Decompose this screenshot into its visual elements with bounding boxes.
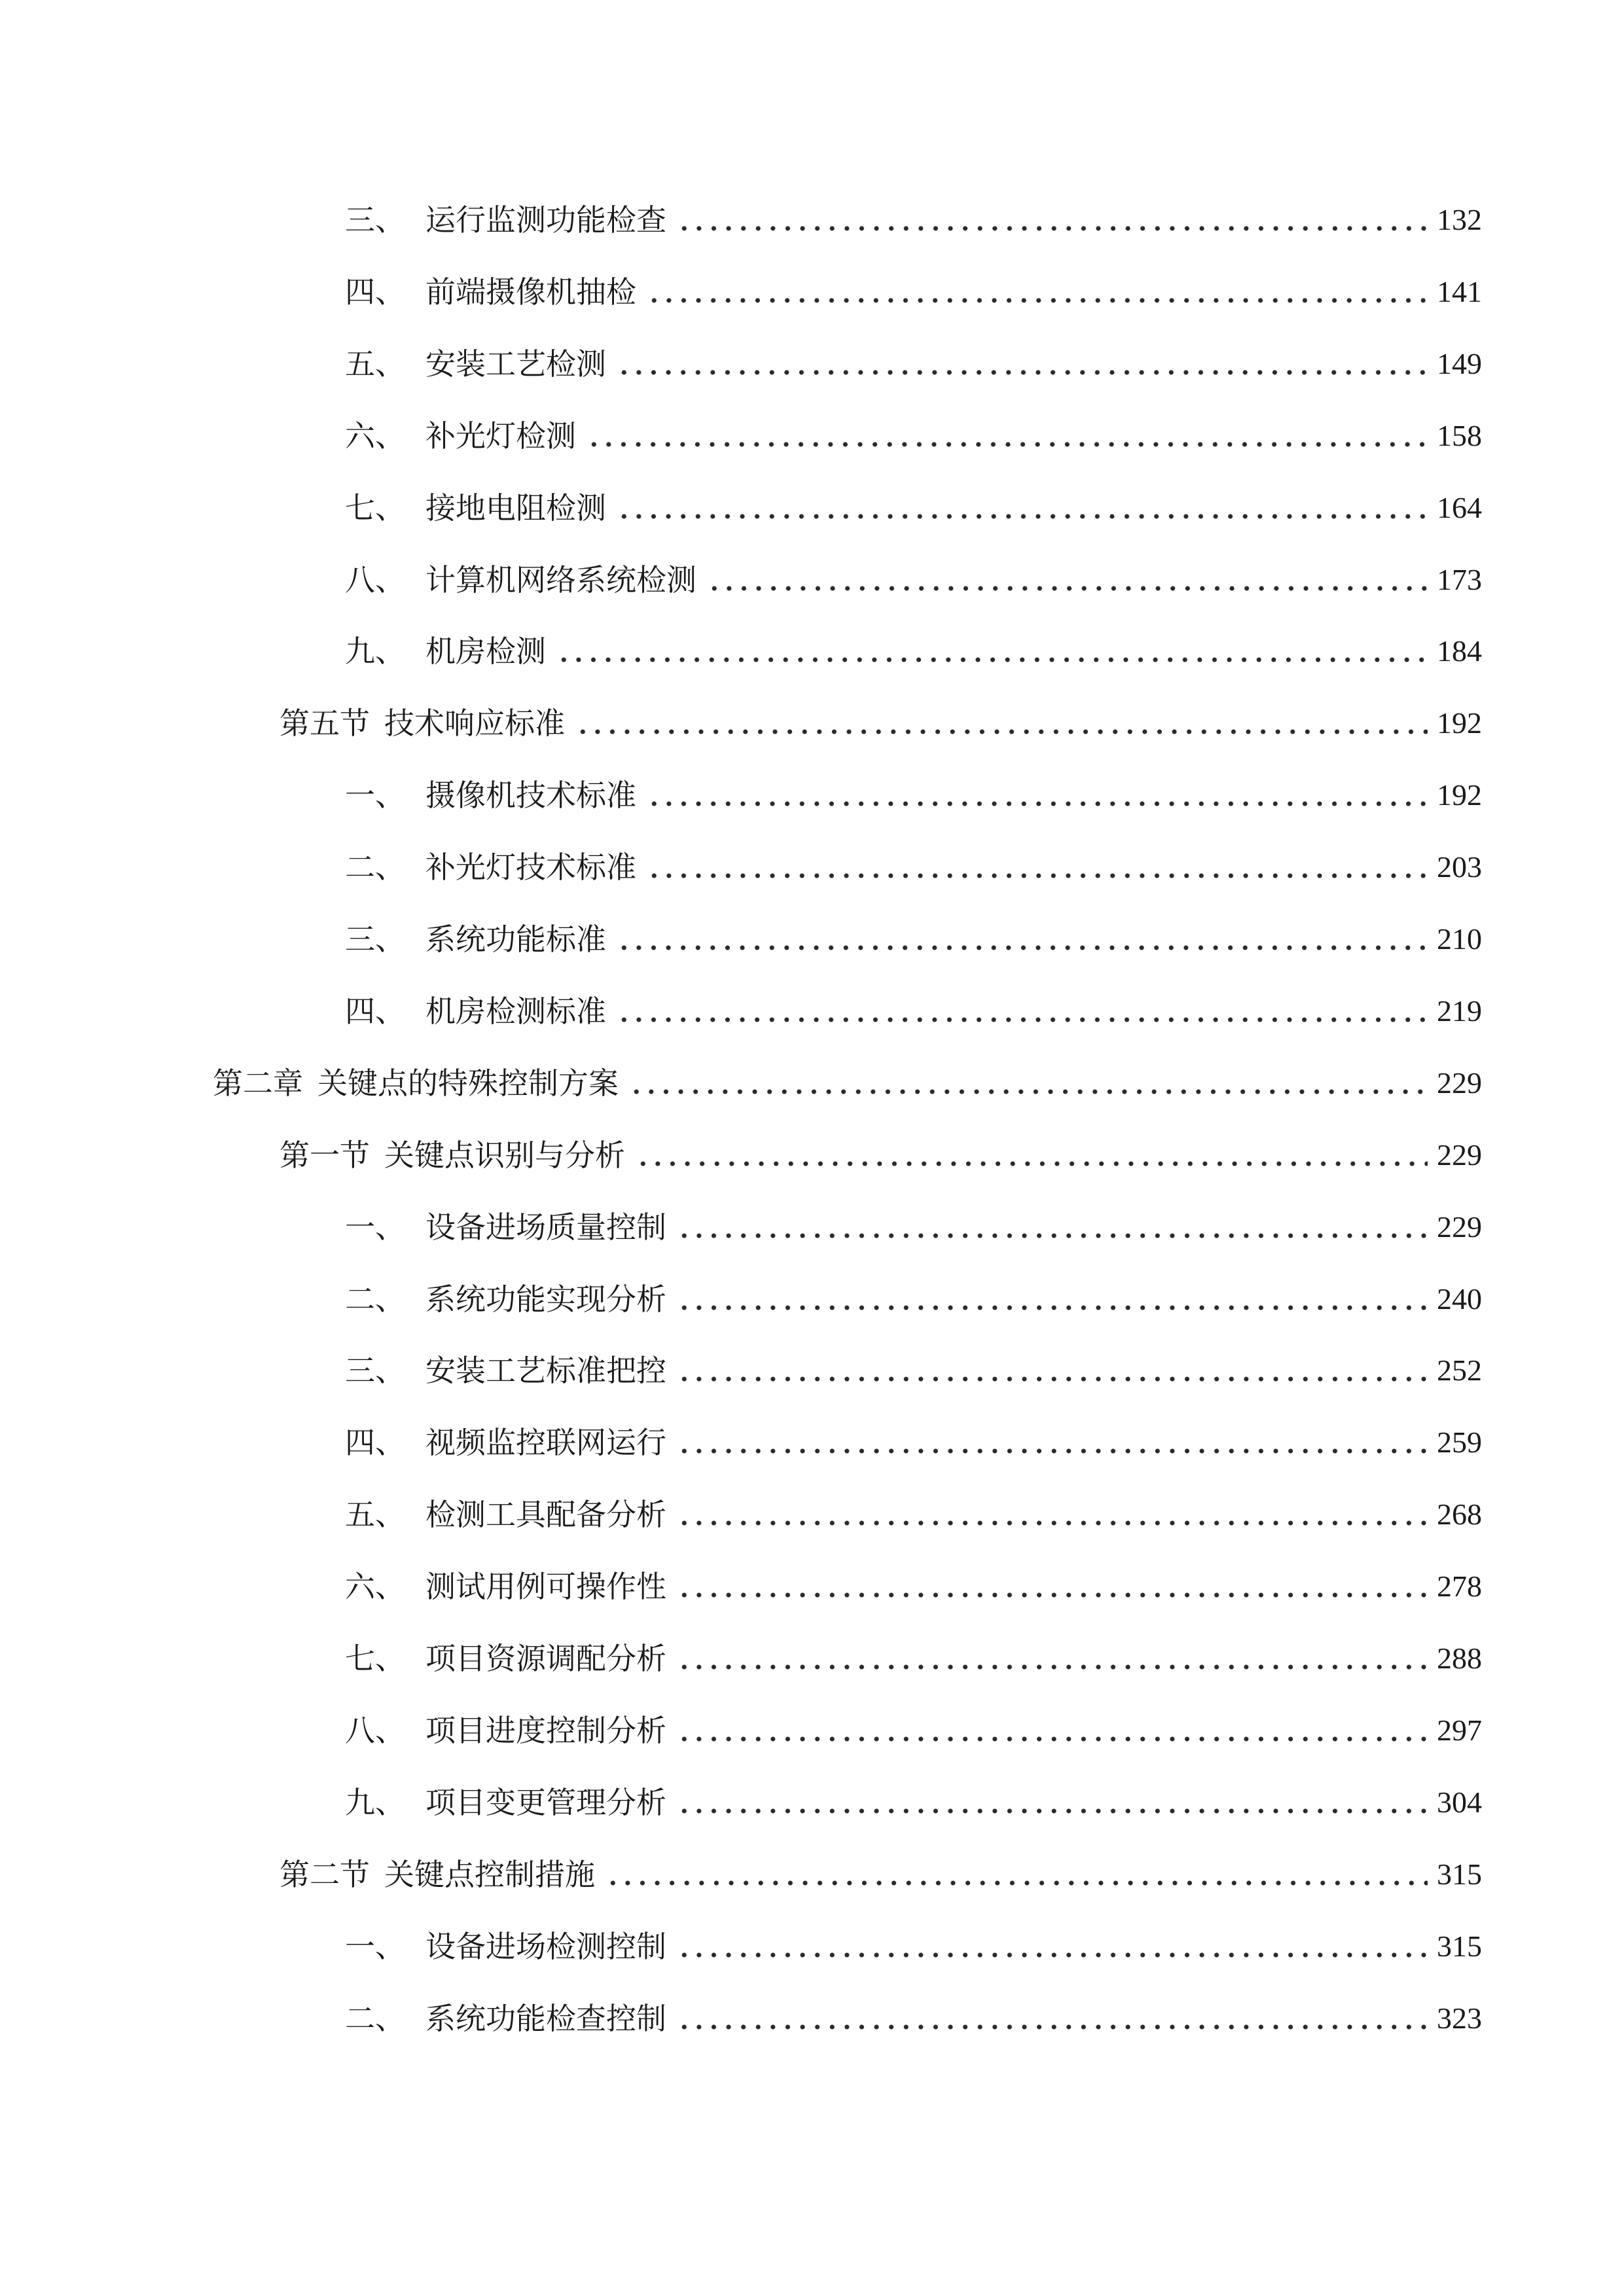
toc-entry-number: 一、 [345,1210,405,1245]
toc-entry-title: 项目变更管理分析 [425,1785,666,1820]
toc-dot-leader [647,841,1428,893]
toc-entry-title: 视频监控联网运行 [425,1425,666,1460]
toc-dot-leader [617,985,1428,1037]
toc-entry-number: 二、 [345,1282,405,1317]
toc-entry-title: 前端摄像机抽检 [425,274,636,310]
toc-entry-number: 第五节 [280,706,370,741]
toc-entry-number: 四、 [345,274,405,310]
toc-dot-leader [605,1848,1428,1901]
toc-dot-leader [677,1344,1428,1397]
toc-entry-number: 五、 [345,1497,405,1532]
toc-entry-title: 设备进场检测控制 [425,1929,666,1964]
toc-dot-leader [677,1704,1428,1757]
toc-dot-leader [636,1129,1428,1181]
toc-dot-leader [556,625,1428,677]
toc-entry[interactable] [345,625,1482,677]
toc-entry[interactable] [280,697,1482,749]
toc-entry-page-number: 268 [1437,1498,1482,1531]
toc-dot-leader [617,482,1428,534]
toc-entry[interactable] [345,913,1482,965]
toc-entry-title: 安装工艺检测 [425,346,606,382]
toc-entry-page-number: 203 [1437,850,1482,884]
toc-entry-title: 安装工艺标准把控 [425,1353,666,1388]
toc-entry-title: 关键点的特殊控制方案 [317,1066,619,1101]
toc-entry-title: 系统功能检查控制 [425,2001,666,2036]
toc-entry-page-number: 192 [1437,706,1482,740]
toc-entry-page-number: 323 [1437,2001,1482,2035]
toc-entry-page-number: 259 [1437,1426,1482,1459]
toc-entry[interactable] [345,1344,1482,1397]
toc-entry-page-number: 252 [1437,1354,1482,1387]
toc-entry[interactable] [345,1632,1482,1685]
toc-entry[interactable] [345,985,1482,1037]
toc-entry[interactable] [345,554,1482,606]
toc-entry-title: 系统功能标准 [425,922,606,957]
toc-entry-page-number: 229 [1437,1210,1482,1244]
toc-dot-leader [677,1416,1428,1469]
toc-dot-leader [586,410,1428,462]
toc-entry-page-number: 278 [1437,1570,1482,1603]
toc-entry-number: 二、 [345,2001,405,2036]
toc-entry[interactable] [345,1920,1482,1973]
toc-entry-page-number: 210 [1437,922,1482,956]
toc-dot-leader [575,697,1428,749]
toc-entry[interactable] [345,1416,1482,1469]
toc-entry-title: 项目进度控制分析 [425,1713,666,1748]
toc-entry-number: 四、 [345,994,405,1029]
toc-dot-leader [647,769,1428,821]
toc-entry-page-number: 173 [1437,563,1482,596]
toc-entry[interactable] [345,338,1482,390]
toc-entry[interactable] [345,410,1482,462]
toc-entry[interactable] [345,1992,1482,2045]
toc-entry[interactable] [345,769,1482,821]
toc-dot-leader [677,1201,1428,1253]
toc-entry[interactable] [345,1704,1482,1757]
toc-entry-title: 关键点控制措施 [384,1857,595,1892]
toc-entry-title: 系统功能实现分析 [425,1282,666,1317]
toc-entry-number: 九、 [345,634,405,669]
toc-dot-leader [677,1488,1428,1541]
toc-entry-page-number: 149 [1437,347,1482,380]
toc-entry-page-number: 315 [1437,1857,1482,1891]
toc-entry[interactable] [345,1776,1482,1829]
toc-dot-leader [617,338,1428,390]
toc-entry[interactable] [345,482,1482,534]
toc-entry-number: 六、 [345,418,405,454]
toc-entry-page-number: 184 [1437,634,1482,668]
toc-entry-title: 测试用例可操作性 [425,1569,666,1604]
toc-dot-leader [677,1920,1428,1973]
toc-entry-number: 八、 [345,562,405,598]
toc-entry-page-number: 315 [1437,1929,1482,1963]
toc-entry[interactable] [345,1560,1482,1613]
toc-entry-number: 六、 [345,1569,405,1604]
toc-entry-title: 运行监测功能检查 [425,202,666,238]
toc-entry-page-number: 132 [1437,203,1482,236]
toc-entry[interactable] [345,1201,1482,1253]
toc-entry-title: 补光灯检测 [425,418,576,454]
toc-entry[interactable] [345,841,1482,893]
toc-entry-title: 机房检测 [425,634,546,669]
toc-entry-number: 一、 [345,778,405,813]
toc-dot-leader [617,913,1428,965]
toc-entry-number: 第二节 [280,1857,370,1892]
toc-entry-number: 七、 [345,490,405,526]
toc-entry-number: 八、 [345,1713,405,1748]
toc-dot-leader [629,1057,1428,1109]
toc-entry-number: 三、 [345,202,405,238]
toc-entry-title: 项目资源调配分析 [425,1641,666,1676]
toc-dot-leader [677,1992,1428,2045]
toc-entry-page-number: 240 [1437,1282,1482,1316]
toc-dot-leader [677,1560,1428,1613]
toc-entry-page-number: 229 [1437,1066,1482,1100]
toc-entry[interactable] [345,266,1482,318]
toc-dot-leader [677,1273,1428,1325]
toc-entry-number: 第一节 [280,1138,370,1173]
toc-entry-title: 设备进场质量控制 [425,1210,666,1245]
toc-entry-title: 接地电阻检测 [425,490,606,526]
toc-entry-title: 机房检测标准 [425,994,606,1029]
toc-entry-number: 一、 [345,1929,405,1964]
toc-entry-page-number: 164 [1437,491,1482,524]
toc-entry-page-number: 304 [1437,1785,1482,1819]
toc-dot-leader [677,1632,1428,1685]
toc-entry-page-number: 297 [1437,1713,1482,1747]
toc-entry-page-number: 288 [1437,1641,1482,1675]
toc-entry-title: 补光灯技术标准 [425,850,636,885]
toc-entry-number: 二、 [345,850,405,885]
toc-entry-number: 四、 [345,1425,405,1460]
toc-entry[interactable] [345,1273,1482,1325]
toc-entry-number: 第二章 [213,1066,303,1101]
toc-entry-title: 技术响应标准 [384,706,565,741]
toc-entry-title: 计算机网络系统检测 [425,562,696,598]
toc-entry-number: 三、 [345,1353,405,1388]
toc-entry-page-number: 192 [1437,778,1482,812]
toc-entry-number: 九、 [345,1785,405,1820]
toc-entry-page-number: 158 [1437,419,1482,452]
toc-dot-leader [647,266,1428,318]
toc-dot-leader [677,194,1428,246]
toc-dot-leader [677,1776,1428,1829]
toc-entry-title: 摄像机技术标准 [425,778,636,813]
toc-dot-leader [707,554,1428,606]
toc-entry[interactable] [280,1848,1482,1901]
toc-entry-number: 三、 [345,922,405,957]
toc-entry-number: 七、 [345,1641,405,1676]
toc-entry-page-number: 219 [1437,994,1482,1028]
toc-entry[interactable] [213,1057,1482,1109]
toc-entry-number: 五、 [345,346,405,382]
toc-entry[interactable] [345,194,1482,246]
toc-entry-page-number: 141 [1437,275,1482,308]
toc-entry[interactable] [280,1129,1482,1181]
toc-entry[interactable] [345,1488,1482,1541]
toc-entry-title: 关键点识别与分析 [384,1138,625,1173]
toc-entry-page-number: 229 [1437,1138,1482,1172]
toc-entry-title: 检测工具配备分析 [425,1497,666,1532]
